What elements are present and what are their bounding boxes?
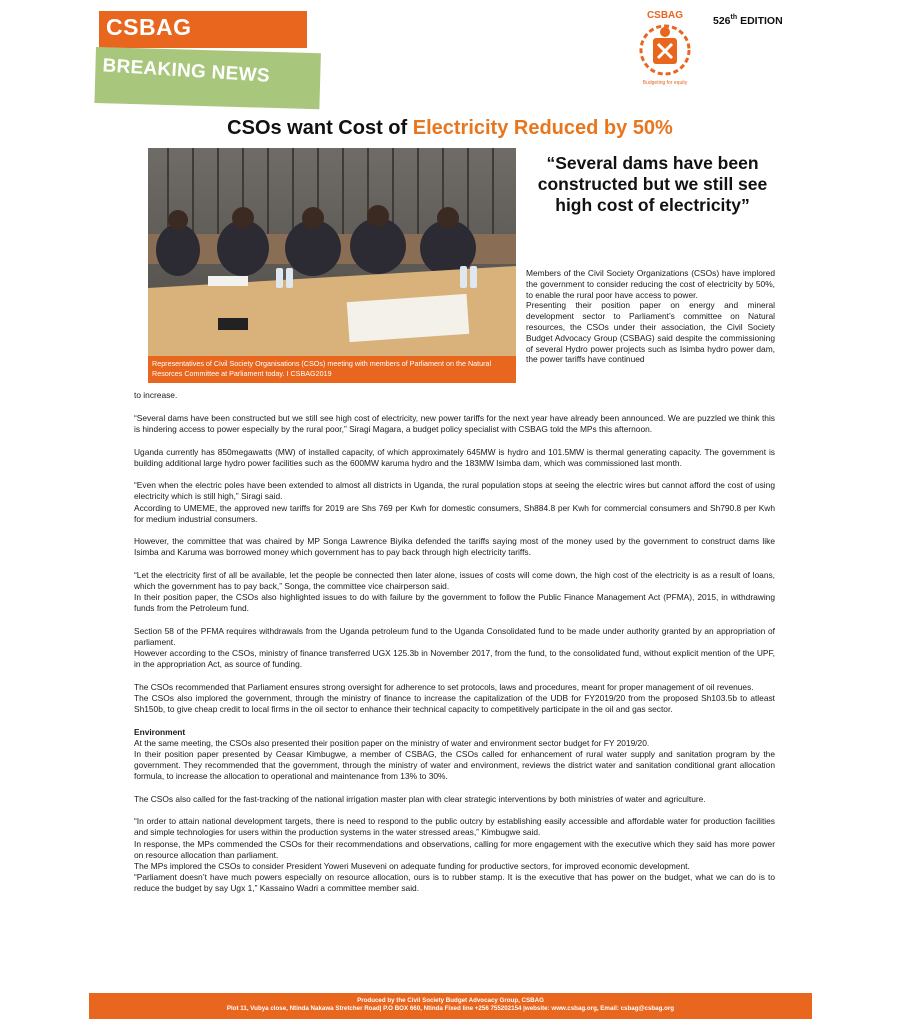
body-paragraph: Uganda currently has 850megawatts (MW) of installed capacity, of which approximately 645MW is hydro and 101.5MW is thermal generating capacity. The government is building additional large hydro power facilities such as the 600MW karuma hydro and the 183MW Isimba dam, which was commissioned last month. [134, 446, 775, 468]
footer [89, 993, 812, 1019]
intro-text [526, 268, 775, 365]
body-paragraph: “In order to attain national development targets, there is need to respond to the public outcry by establishing easily accessible and affordable water for production facilities and simple technologies for users within the production systems in the water stressed areas,” Kimbugwe said. [134, 816, 775, 838]
body-paragraph: In response, the MPs commended the CSOs for their recommendations and observations, calling for more engagement with the executive which they said has more power on resource allocation than parliament. [134, 838, 775, 860]
pull-quote: “Several dams have been constructed but we still see high cost of electricity” [537, 153, 768, 215]
edition-suffix: th [730, 14, 738, 21]
body-paragraph: “Even when the electric poles have been extended to almost all districts in Uganda, the rural population stops at seeing the electric wires but cannot afford the cost of using electricity which is still high,” Siragi said. [134, 480, 775, 502]
body-paragraph: According to UMEME, the approved new tariffs for 2019 are Shs 769 per Kwh for domestic consumers, Sh884.8 per Kwh for commercial consumers and Sh790.8 per Kwh for medium industrial consumers. [134, 502, 775, 524]
body-paragraph: In their position paper presented by Ceasar Kimbugwe, a member of CSBAG, the CSOs called for enhancement of rural water supply and sanitation program by the government. They recommended that the government, through the ministry of water and environment, reviews the district water and sanitation conditional grant allocation formula, to increase the allocation to operational and maintenance from 13% to 30%. [134, 748, 775, 782]
breaking-news-banner [94, 47, 320, 109]
body-paragraph: At the same meeting, the CSOs also presented their position paper on the ministry of water and environment sector budget for FY 2019/20. [134, 737, 650, 748]
headline-part1: CSOs want Cost of [227, 117, 413, 139]
body-paragraph: The CSOs also implored the government, through the ministry of finance to increase the capitalization of the UDB for FY2019/20 from the proposed Sh103.5b to atleast Sh150b, to give cheap credit to local firms in the oil sector to enhance their technical capacity to competitively participate in the oil and gas sector. [134, 692, 775, 715]
body-paragraph: “Let the electricity first of all be available, let the people be connected then later alone, issues of costs will come down, the high cost of the electricity is as a result of loans, which the government has to pay back,” Songa, the committee vice chairperson said. [134, 569, 775, 591]
body-paragraph: The CSOs recommended that Parliament ensures strong oversight for adherence to set protocols, laws and procedures, meant for proper management of oil revenues. [134, 681, 754, 692]
footer-producer: Produced by the Civil Society Budget Advocacy Group, CSBAG [357, 997, 544, 1004]
body-paragraph: “Parliament doesn’t have much powers especially on resource allocation, ours is to rubber stamp. It is the executive that has power on the budget, what we can do is to reduce the budget by say Ugx 1,” Kassaino Wadri a committee member said. [134, 872, 775, 894]
logo-tagline: Budgeting for equity [642, 80, 688, 86]
brand-name: CSBAG [106, 14, 192, 40]
breaking-news-label: BREAKING NEWS [101, 55, 271, 87]
intro-continuation: to increase. [134, 390, 178, 400]
article-body [134, 413, 775, 895]
csbag-logo [632, 8, 698, 86]
section-subheading: Environment [134, 726, 186, 737]
body-paragraph: In their position paper, the CSOs also highlighted issues to do with failure by the government to follow the Public Finance Management Act (PFMA), 2015, in withdrawing funds from the Petroleum fund. [134, 592, 775, 614]
body-paragraph: However, the committee that was chaired by MP Songa Lawrence Biyika defended the tariffs saying most of the money used by the government to construct dams like Isimba and Karuma was borrowed money which government has to pay back through high electricity tariffs. [134, 536, 775, 558]
footer-contact: Plot 11, Vubya close, Ntinda Nakawa Stretcher Road| P.O BOX 660, Ntinda Fixed line +256 755202154 |website: www.csbag.org, Email: csbag@csbag.org [226, 1005, 675, 1012]
body-paragraph: Section 58 of the PFMA requires withdrawals from the Uganda petroleum fund to the Uganda Consolidated fund to be made under authority granted by an appropriation of parliament. [134, 625, 775, 647]
headline-highlight: Electricity Reduced by 50% [412, 117, 673, 139]
body-paragraph: The CSOs also called for the fast-tracking of the national irrigation master plan with clear strategic interventions by both ministries of water and agriculture. [134, 793, 706, 804]
csbag-logo-icon [632, 8, 698, 86]
brand-banner [99, 11, 307, 48]
body-paragraph: The MPs implored the CSOs to consider President Yoweri Museveni on adequate funding for productive sectors, for improved economic development. [134, 860, 690, 871]
headline [0, 117, 900, 140]
edition-number: 526 [713, 15, 731, 27]
photo-caption: Representatives of Civil Society Organisations (CSOs) meeting with members of Parliament on the Natural Resorces Committee at Parliament today. I CSBAG2019 [148, 356, 516, 383]
edition-label: EDITION [740, 15, 783, 27]
logo-wordmark: CSBAG [646, 10, 684, 21]
meeting-photo [148, 148, 516, 383]
body-paragraph: However according to the CSOs, ministry of finance transferred UGX 125.3b in November 2017, from the fund, to the consolidated fund, without explicit mention of the UPF, in the appropriation Act, as source of funding. [134, 648, 775, 670]
meeting-photo-icon [148, 148, 516, 383]
intro-paragraph: Presenting their position paper on energy and mineral development sector to Parliament’s committee on Natural resources, the CSOs under their association, the Civil Society Budget Advocacy Group (CSBAG) said despite the commissioning of several Hydro power projects such as Isimba hydro power dam, the power tariffs have continued [526, 300, 775, 365]
intro-paragraph: Members of the Civil Society Organizations (CSOs) have implored the government to consider reducing the cost of electricity by 50%, to enable the rural poor have access to power. [526, 268, 775, 300]
edition-badge [713, 14, 783, 27]
body-paragraph: “Several dams have been constructed but we still see high cost of electricity, new power tariffs for the next year have already been announced. We are puzzled we think this is hindering access to power especially by the rural poor,” Siragi Magara, a budget policy specialist with CSBAG told the MPs this afternoon. [134, 413, 775, 435]
